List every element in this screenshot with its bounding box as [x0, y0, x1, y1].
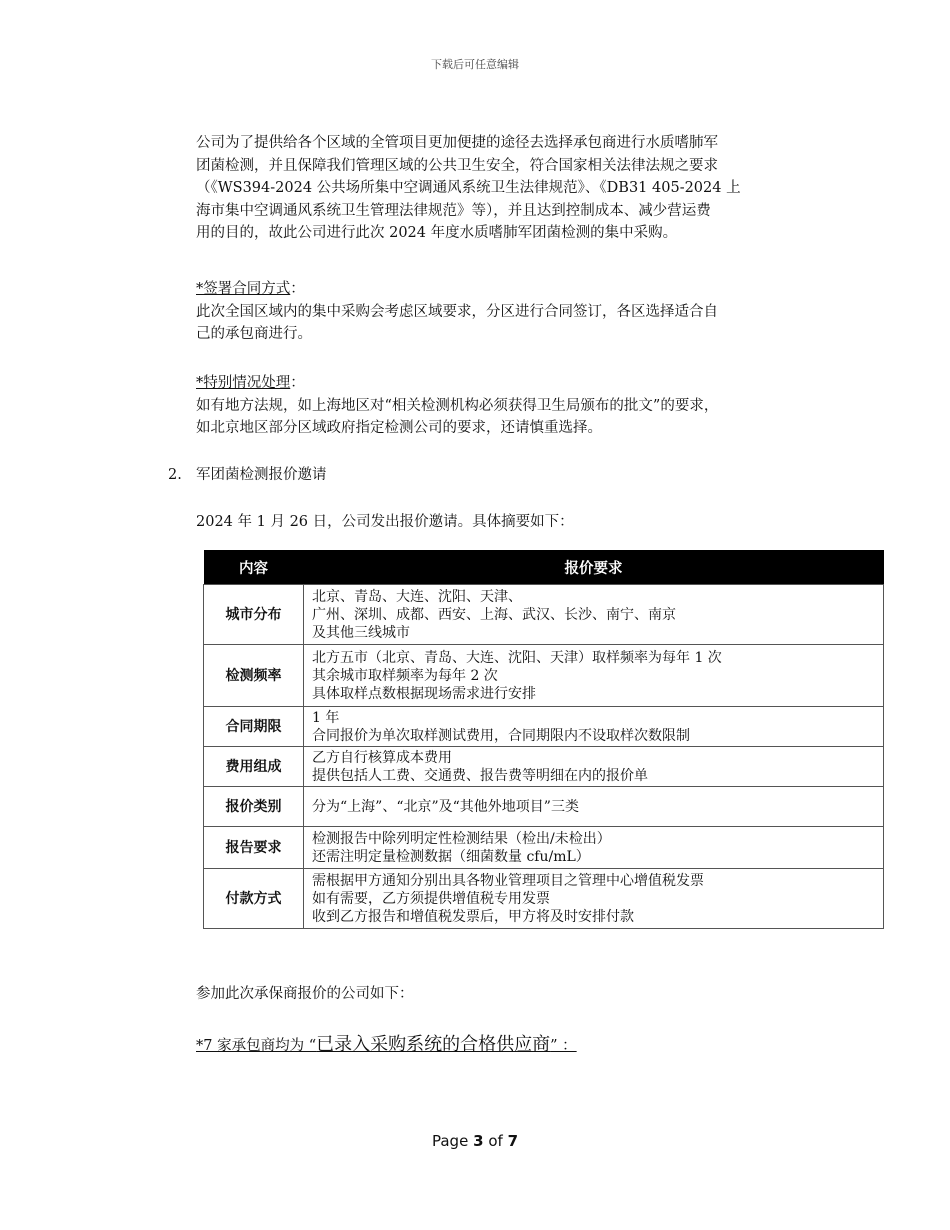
row-value-line: 提供包括人工费、交通费、报告费等明细在内的报价单	[312, 767, 648, 784]
table-row	[204, 787, 884, 827]
row-value-line: 检测报告中除列明定性检测结果（检出/未检出）	[312, 830, 611, 847]
table-row	[204, 869, 884, 929]
row-key: 城市分布	[204, 585, 304, 645]
intro-line: （《WS394-2024 公共场所集中空调通风系统卫生法律规范》、《DB31 405-2024 上	[196, 180, 741, 196]
row-value	[304, 707, 884, 747]
contract-line: 此次全国区域内的集中采购会考虑区域要求，分区进行合同签订，各区选择适合自	[196, 303, 718, 320]
special-heading: *特别情况处理	[196, 375, 291, 391]
row-value-line: 合同报价为单次取样测试费用，合同期限内不设取样次数限制	[312, 727, 690, 744]
table-row	[204, 827, 884, 869]
row-value	[304, 645, 884, 707]
row-key: 合同期限	[204, 707, 304, 747]
row-key: 报价类别	[204, 787, 304, 827]
row-value-line: 北方五市（北京、青岛、大连、沈阳、天津）取样频率为每年 1 次	[312, 649, 722, 666]
table-row	[204, 645, 884, 707]
footer-of-label: of	[488, 1132, 503, 1150]
special-line: 如有地方法规，如上海地区对“相关检测机构必须获得卫生局颁布的批文”的要求，	[196, 397, 719, 414]
row-value-line: 收到乙方报告和增值税发票后，甲方将及时安排付款	[312, 908, 634, 925]
invite-text: 2024 年 1 月 26 日，公司发出报价邀请。具体摘要如下：	[196, 514, 574, 530]
row-value	[304, 585, 884, 645]
section-2-title: 军团菌检测报价邀请	[196, 467, 327, 483]
contract-heading-colon: ：	[290, 281, 305, 297]
row-key: 检测频率	[204, 645, 304, 707]
row-key: 费用组成	[204, 747, 304, 787]
table-row	[204, 585, 884, 645]
special-line: 如北京地区部分区域政府指定检测公司的要求，还请慎重选择。	[196, 420, 602, 436]
supplier-note-emphasis: 已录入采购系统的合格供应商	[316, 1034, 551, 1055]
intro-paragraph	[196, 132, 836, 245]
row-value-line: 乙方自行核算成本费用	[312, 749, 452, 766]
row-value-line: 及其他三线城市	[312, 624, 410, 641]
row-value-line: 广州、深圳、成都、西安、上海、武汉、长沙、南宁、南京	[312, 606, 676, 623]
row-value-line: 1 年	[312, 709, 340, 726]
row-value	[304, 827, 884, 869]
supplier-note	[196, 1030, 577, 1056]
supplier-note-suffix: ” ：	[550, 1038, 577, 1054]
row-value	[304, 747, 884, 787]
page-header-note: 下载后可任意编辑	[431, 58, 519, 71]
row-value-line: 需根据甲方通知分别出具各物业管理项目之管理中心增值税发票	[312, 872, 704, 889]
footer-page-number: 3	[473, 1132, 484, 1150]
intro-line: 公司为了提供给各个区域的全管项目更加便捷的途径去选择承包商进行水质嗜肺军	[196, 135, 718, 151]
row-value	[304, 787, 884, 827]
contract-line: 己的承包商进行。	[196, 326, 312, 342]
contract-heading: *签署合同方式	[196, 281, 291, 297]
section-2-number: 2.	[168, 467, 182, 483]
special-section	[196, 372, 836, 440]
intro-line: 用的目的，故此公司进行此次 2024 年度水质嗜肺军团菌检测的集中采购。	[196, 225, 678, 241]
row-value-line: 还需注明定量检测数据（细菌数量 cfu/mL）	[312, 848, 590, 865]
table-header-requirements: 报价要求	[304, 550, 884, 585]
special-heading-colon: ：	[290, 375, 305, 391]
quote-requirements-table	[203, 550, 884, 929]
row-value-line: 北京、青岛、大连、沈阳、天津、	[312, 588, 522, 605]
contract-section	[196, 278, 836, 346]
footer-page-label: Page	[431, 1132, 469, 1150]
row-value-line: 分为“上海”、“北京”及“其他外地项目”三类	[312, 798, 579, 815]
row-value-line: 具体取样点数根据现场需求进行安排	[312, 685, 536, 702]
intro-line: 团菌检测，并且保障我们管理区域的公共卫生安全，符合国家相关法律法规之要求	[196, 157, 718, 174]
row-key: 报告要求	[204, 827, 304, 869]
table-row	[204, 707, 884, 747]
intro-line: 海市集中空调通风系统卫生管理法律规范》等），并且达到控制成本、减少营运费	[196, 202, 711, 219]
row-value-line: 如有需要，乙方须提供增值税专用发票	[312, 890, 550, 907]
row-value	[304, 869, 884, 929]
section-2-heading	[168, 463, 327, 484]
footer-page-total: 7	[507, 1132, 518, 1150]
table-header-row	[204, 550, 884, 585]
row-key: 付款方式	[204, 869, 304, 929]
contract-heading-line	[196, 278, 836, 301]
supplier-note-prefix: *7 家承包商均为 “	[196, 1038, 317, 1054]
row-value-line: 其余城市取样频率为每年 2 次	[312, 667, 498, 684]
participants-text: 参加此次承保商报价的公司如下：	[196, 986, 414, 1002]
special-heading-line	[196, 372, 836, 395]
table-header-content: 内容	[204, 550, 304, 585]
page-footer	[0, 1132, 950, 1150]
table-row	[204, 747, 884, 787]
